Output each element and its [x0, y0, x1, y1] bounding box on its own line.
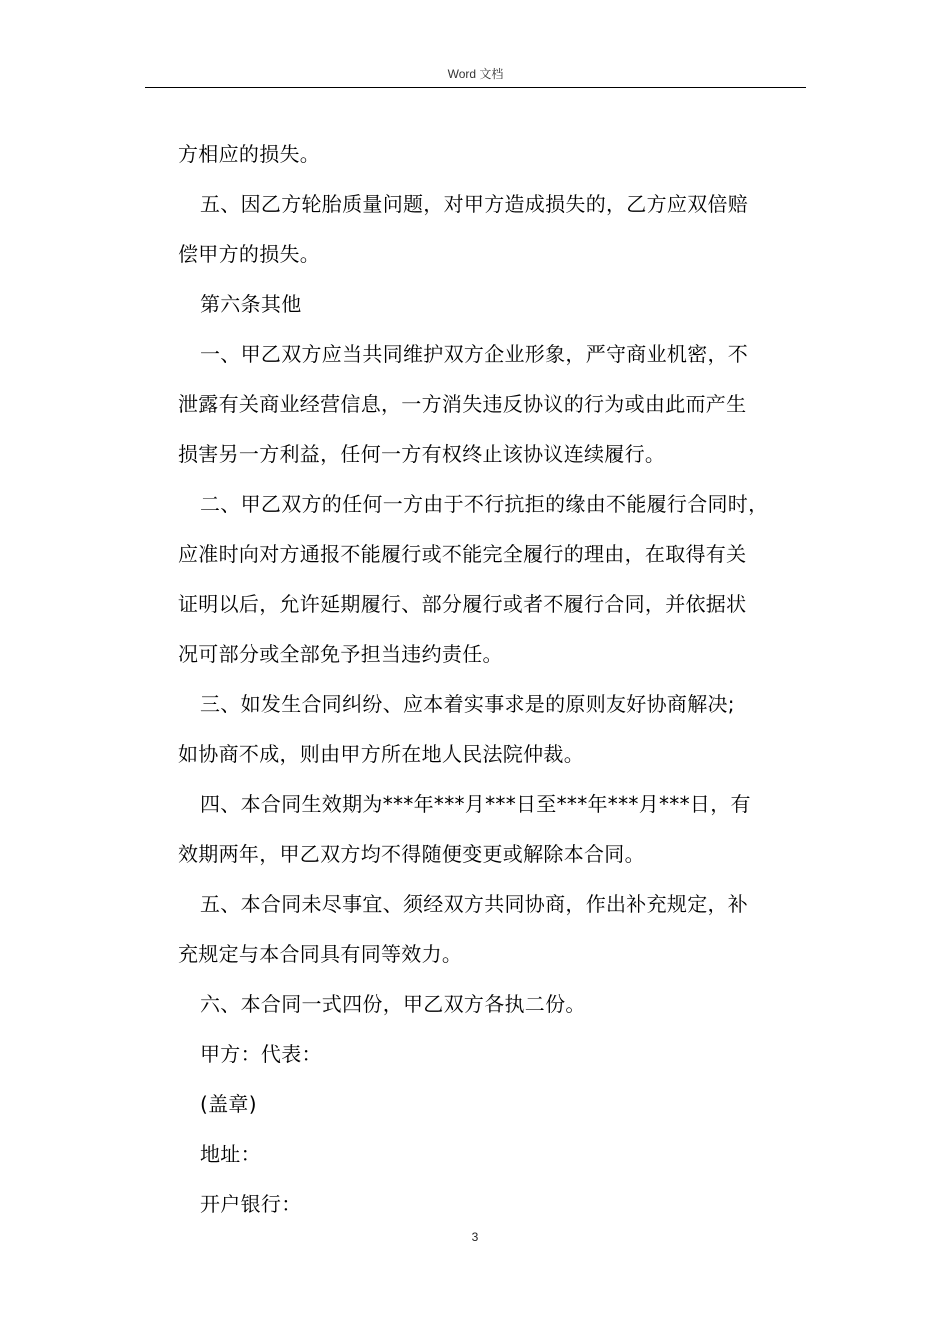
text-line: 方相应的损失。: [178, 142, 321, 166]
text-line: 充规定与本合同具有同等效力。: [178, 942, 463, 966]
text-line: 三、如发生合同纠纷、应本着实事求是的原则友好协商解决;: [200, 692, 735, 716]
section-heading: 第六条其他: [200, 292, 302, 316]
text-line: 五、本合同未尽事宜、须经双方共同协商，作出补充规定，补: [200, 892, 749, 916]
text-line: 应准时向对方通报不能履行或不能完全履行的理由，在取得有关: [178, 542, 747, 566]
text-line: 况可部分或全部免予担当违约责任。: [178, 642, 503, 666]
text-line: 效期两年，甲乙双方均不得随便变更或解除本合同。: [178, 842, 645, 866]
text-line: 证明以后，允许延期履行、部分履行或者不履行合同，并依据状: [178, 592, 747, 616]
text-line: 六、本合同一式四份，甲乙双方各执二份。: [200, 992, 586, 1016]
text-line: 二、甲乙双方的任何一方由于不行抗拒的缘由不能履行合同时，: [200, 492, 769, 516]
text-line: 一、甲乙双方应当共同维护双方企业形象，严守商业机密，不: [200, 342, 749, 366]
bank-line: 开户银行：: [200, 1192, 302, 1216]
text-line: 泄露有关商业经营信息，一方消失违反协议的行为或由此而产生: [178, 392, 747, 416]
text-line: 偿甲方的损失。: [178, 242, 321, 266]
signature-party-line: 甲方：代表：: [200, 1042, 322, 1066]
address-line: 地址：: [200, 1142, 261, 1166]
text-line: 损害另一方利益，任何一方有权终止该协议连续履行。: [178, 442, 666, 466]
text-line: 四、本合同生效期为***年***月***日至***年***月***日，有: [200, 792, 751, 816]
text-line: 五、因乙方轮胎质量问题，对甲方造成损失的，乙方应双倍赔: [200, 192, 749, 216]
header-divider: [145, 87, 806, 88]
page-number: 3: [471, 1230, 479, 1244]
page-header: Word 文档: [447, 67, 504, 81]
seal-line: (盖章): [200, 1092, 257, 1116]
text-line: 如协商不成，则由甲方所在地人民法院仲裁。: [178, 742, 584, 766]
document-body: [178, 129, 818, 1229]
